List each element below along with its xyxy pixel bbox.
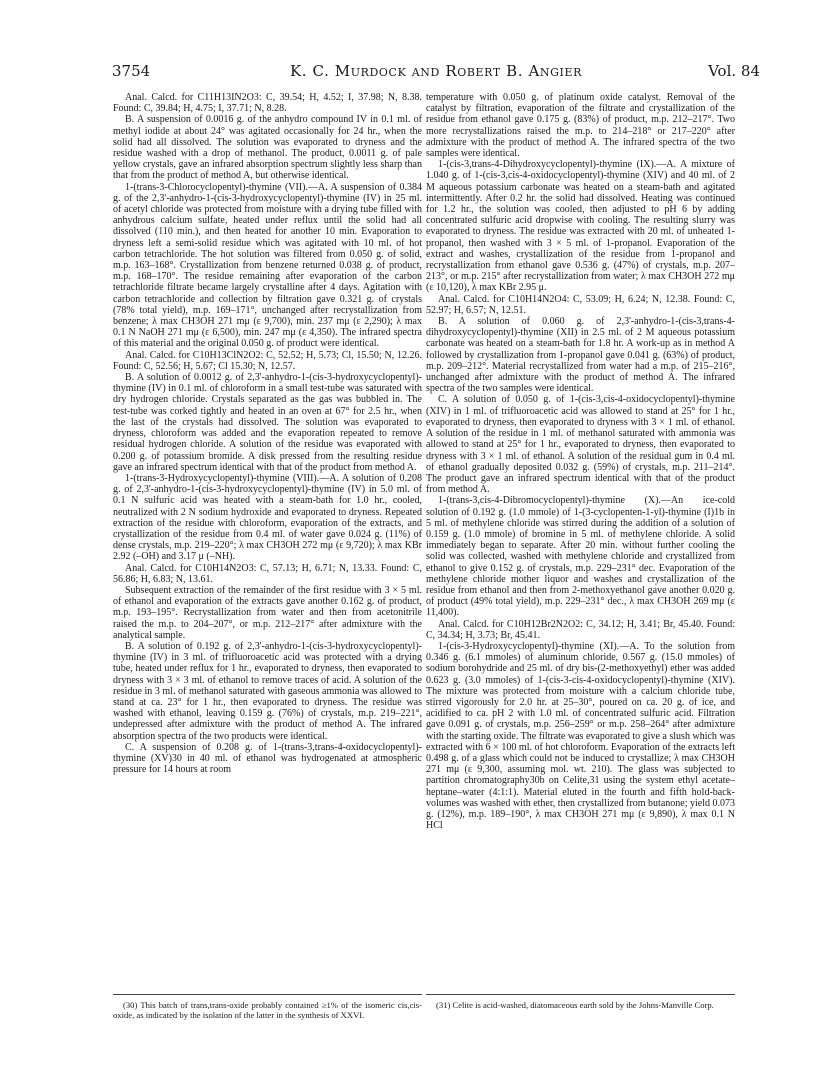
paragraph: 1-(cis-3,trans-4-Dihydroxycyclopentyl)-thymine (IX).—A. A mixture of 1.040 g. of 1-(cis-3,cis-4-oxidocyclopentyl)-thymine (XIV) and 40 ml. of 2 M aqueous potassium carbonate was heated on a steam-bath and agitated intermittently. After 0.2 hr. the solid had dissolved. Heating was continued for 1.2 hr., the solution was cooled, then adjusted to pH 6 by adding concentrated sulfuric acid dropwise with cooling. The resulting slurry was evaporated to dryness. The residue was extracted with 20 ml. of unheated 1-propanol, then washed with 3 × 5 ml. of 1-propanol. Evaporation of the extract and washes, crystallization of the residue from 1-propanol and recrystallization from ethanol gave 0.536 g. (47%) of crystals, m.p. 207–213°, or m.p. 215° after recrystallization from water; λ max CH3OH 272 mμ (ε 10,120), λ max KBr 2.95 μ.	[426, 159, 735, 294]
paragraph: Anal. Calcd. for C10H14N2O3: C, 57.13; H, 6.71; N, 13.33. Found: C, 56.86; H, 6.83; N, 13.61.	[113, 562, 422, 585]
left-column	[113, 92, 422, 992]
volume-label: Vol. 84	[708, 62, 760, 80]
paragraph: 1-(cis-3-Hydroxycyclopentyl)-thymine (XI).—A. To the solution from 0.346 g. (6.1 mmoles) of aluminum chloride, 0.567 g. (15.0 mmoles) of sodium borohydride and 25 ml. of dry bis-(2-methoxyethyl) ether was added 0.623 g. (3.0 mmoles) of 1-(cis-3-cis-4-oxidocyclopentyl)-thymine (XIV). The mixture was protected from moisture with a calcium chloride tube, stirred vigorously for 2.0 hr. at 25–30°, poured on ca. 20 g. of ice, and acidified to ca. pH 2 with 1.0 ml. of concentrated sulfuric acid. Filtration gave 0.091 g. of crystals, m.p. 256–259° or m.p. 258–264° after admixture with the starting oxide. The filtrate was evaporated to give a slush which was extracted with 6 × 100 ml. of hot chloroform. Evaporation of the extracts left 0.498 g. of a glass which could not be induced to crystallize; λ max CH3OH 271 mμ (ε 9,300, assuming mol. wt. 210). The glass was subjected to partition chromatography30b on Celite,31 using the system ethyl acetate–heptane–water (4:1:1). Material eluted in the fourth and fifth hold-back-volumes was washed with ether, then crystallized from butanone; yield 0.073 g. (12%), m.p. 189–190°, λ max CH3OH 271 mμ (ε 9,890), λ max 0.1 N HCl	[426, 640, 735, 832]
paragraph: Subsequent extraction of the remainder of the first residue with 3 × 5 ml. of ethanol and evaporation of the extracts gave another 0.162 g. of product, m.p. 193–195°. Recrystallization from water and then from acetonitrile raised the m.p. to 204–207°, or m.p. 212–217° after admixture with the analytical sample.	[113, 584, 422, 641]
page-number: 3754	[112, 62, 151, 80]
paragraph: temperature with 0.050 g. of platinum oxide catalyst. Removal of the catalyst by filtration, evaporation of the filtrate and crystallization of the residue from ethanol gave 0.175 g. (83%) of product, m.p. 212–217°. Two more recrystallizations raised the m.p. to 214–218° or 217–220° after admixture with the product of method A. The infrared spectra of the two samples were identical.	[426, 92, 735, 160]
paragraph: B. A solution of 0.0012 g. of 2,3'-anhydro-1-(cis-3-hydroxycyclopentyl)-thymine (IV) in 0.1 ml. of chloroform in a small test-tube was saturated with dry hydrogen chloride. Crystals separated as the gas was bubbled in. The test-tube was corked tightly and heated in an oven at 67° for 2.5 hr., when the last of the crystals had dissolved. The solution was evaporated to dryness, chloroform was added and the evaporation repeated to remove residual hydrogen chloride. A solution of the residue was evaporated with 0.200 g. of potassium bromide. A disk pressed from the resulting residue gave an infrared spectrum identical with that of the product from method A.	[113, 372, 422, 473]
paragraph: 1-(trans-3-Hydroxycyclopentyl)-thymine (VIII).—A. A solution of 0.208 g. of 2,3'-anhydro-1-(cis-3-hydroxycyclopentyl)-thymine (IV) in 5.0 ml. of 0.1 N sulfuric acid was heated with a steam-bath for 1.0 hr., cooled, neutralized with 2 N sodium hydroxide and evaporated to dryness. Repeated extraction of the residue with chloroform, evaporation of the extracts, and crystallization of the residue from 0.4 ml. of water gave 0.024 g. (11%) of dense crystals, m.p. 219–220°; λ max CH3OH 272 mμ (ε 9,720); λ max KBr 2.92 (–OH) and 3.17 μ (–NH).	[113, 472, 422, 563]
paragraph: Anal. Calcd. for C10H14N2O4: C, 53.09; H, 6.24; N, 12.38. Found: C, 52.97; H, 6.57; N, 12.51.	[426, 293, 735, 316]
paragraph: 1-(trans-3,cis-4-Dibromocyclopentyl)-thymine (X).—An ice-cold solution of 0.192 g. (1.0 mmole) of 1-(3-cyclopenten-1-yl)-thymine (I)1b in 5 ml. of methylene chloride was stirred during the addition of a solution of 0.159 g. (1.0 mmole) of bromine in 5 ml. of methylene chloride. A solid immediately began to separate. After 20 min. without further cooling the solid was collected, washed with methylene chloride and crystallized from ethanol to give 0.152 g. of crystals, m.p. 229–231° dec. Evaporation of the methylene chloride mother liquor and washes and crystallization of the residue from ethanol and then from 2-methoxyethanol gave another 0.020 g. of product (49% total yield), m.p. 229–231° dec., λ max CH3OH 269 mμ (ε 11,400).	[426, 495, 735, 619]
right-column	[426, 92, 735, 992]
paragraph: B. A solution of 0.192 g. of 2,3'-anhydro-1-(cis-3-hydroxycyclopentyl)-thymine (IV) in 3 ml. of trifluoroacetic acid was protected with a drying tube, heated under reflux for 1 hr., evaporated to dryness, then evaporated to dryness with 3 × 3 ml. of ethanol to remove traces of acid. A solution of the residue in 3 ml. of methanol saturated with gaseous ammonia was allowed to stand at ca. 23° for 1 hr., then evaporated to dryness. The residue was washed with ethanol, leaving 0.159 g. (76%) of crystals, m.p. 219–221°, undepressed after admixture with the product of method A. The infrared absorption spectra of the two products were identical.	[113, 640, 422, 742]
running-title: K. C. Murdock and Robert B. Angier	[289, 62, 582, 80]
paragraph: C. A solution of 0.050 g. of 1-(cis-3,cis-4-oxidocyclopentyl)-thymine (XIV) in 1 ml. of trifluoroacetic acid was allowed to stand at 25° for 1 hr., evaporated to dryness, then evaporated to dryness with 3 × 1 ml. of ethanol. A solution of the residue in 1 ml. of methanol saturated with ammonia was allowed to stand at 25° for 1 hr., evaporated to dryness, then evaporated to dryness with 3 × 1 ml. of ethanol. A solution of the residual gum in 0.4 ml. of ethanol gradually deposited 0.032 g. (59%) of crystals, m.p. 211–214°. The product gave an infrared spectrum identical with that of the product from method A.	[426, 394, 735, 496]
paragraph: Anal. Calcd. for C10H12Br2N2O2: C, 34.12; H, 3.41; Br, 45.40. Found: C, 34.34; H, 3.73; Br, 45.41.	[426, 618, 735, 641]
footnote-text: (31) Celite is acid-washed, diatomaceous earth sold by the Johns-Manville Corp.	[436, 1000, 714, 1010]
paragraph: Anal. Calcd. for C11H13IN2O3: C, 39.54; H, 4.52; I, 37.98; N, 8.38. Found: C, 39.84; H, 4.75; I, 37.71; N, 8.28.	[113, 92, 422, 115]
footnote-31	[426, 994, 735, 1010]
footnote-text: (30) This batch of trans,trans-oxide probably contained ≥1% of the isomeric cis,cis-oxide, as indicated by the isolation of the latter in the synthesis of XXVI.	[113, 1000, 422, 1020]
paragraph: B. A suspension of 0.0016 g. of the anhydro compound IV in 0.1 ml. of methyl iodide at about 24° was agitated occasionally for 24 hr., when the solid had all dissolved. The solution was evaporated to dryness and the residue washed with a drop of methanol. The product, 0.0011 g. of pale yellow crystals, gave an infrared absorption spectrum slightly less sharp than that from the product of method A, but otherwise identical.	[113, 114, 422, 182]
paragraph: Anal. Calcd. for C10H13ClN2O2: C, 52.52; H, 5.73; Cl, 15.50; N, 12.26. Found: C, 52.56; H, 5.67; Cl 15.30; N, 12.57.	[113, 349, 422, 372]
paragraph: C. A suspension of 0.208 g. of 1-(trans-3,trans-4-oxidocyclopentyl)-thymine (XV)30 in 40 ml. of ethanol was hydrogenated at atmospheric pressure for 14 hours at room	[113, 741, 422, 776]
paragraph: 1-(trans-3-Chlorocyclopentyl)-thymine (VII).—A. A suspension of 0.384 g. of the 2,3'-anhydro-1-(cis-3-hydroxycyclopentyl)-thymine (IV) in 25 ml. of acetyl chloride was protected from moisture with a drying tube filled with anhydrous calcium sulfate, heated under reflux until the solid had all dissolved (110 min.), and then heated for another 10 min. Evaporation to dryness left a semi-solid residue which was agitated with 10 ml. of hot carbon tetrachloride. The hot solution was filtered from 0.050 g. of solid, m.p. 163–168°. Crystallization from benzene returned 0.038 g. of product, m.p. 168–170°. The residue remaining after evaporation of the carbon tetrachloride filtrate became largely crystalline after 4 days. Agitation with carbon tetrachloride and collection by filtration gave 0.321 g. of crystals (78% total yield), m.p. 169–171°, unchanged after recrystallization from benzene; λ max CH3OH 271 mμ (ε 9,700), min. 237 mμ (ε 2,290); λ max 0.1 N NaOH 271 mμ (ε 6,500), min. 247 mμ (ε 4,350). The infrared spectra of this material and the original 0.050 g. of product were identical.	[113, 181, 422, 350]
paragraph: B. A solution of 0.060 g. of 2,3'-anhydro-1-(cis-3,trans-4-dihydroxycyclopentyl)-thymine (XII) in 2.5 ml. of 2 M aqueous potassium carbonate was heated on a steam-bath for 1.8 hr. A work-up as in method A followed by crystallization from 1-propanol gave 0.041 g. (63%) of product, m.p. 209–212°. Material recrystallized from water had a m.p. of 215–216°, unchanged after admixture with the product of method A. The infrared spectra of the two samples were identical.	[426, 316, 735, 395]
running-header	[112, 62, 760, 84]
footnote-30	[113, 994, 422, 1020]
